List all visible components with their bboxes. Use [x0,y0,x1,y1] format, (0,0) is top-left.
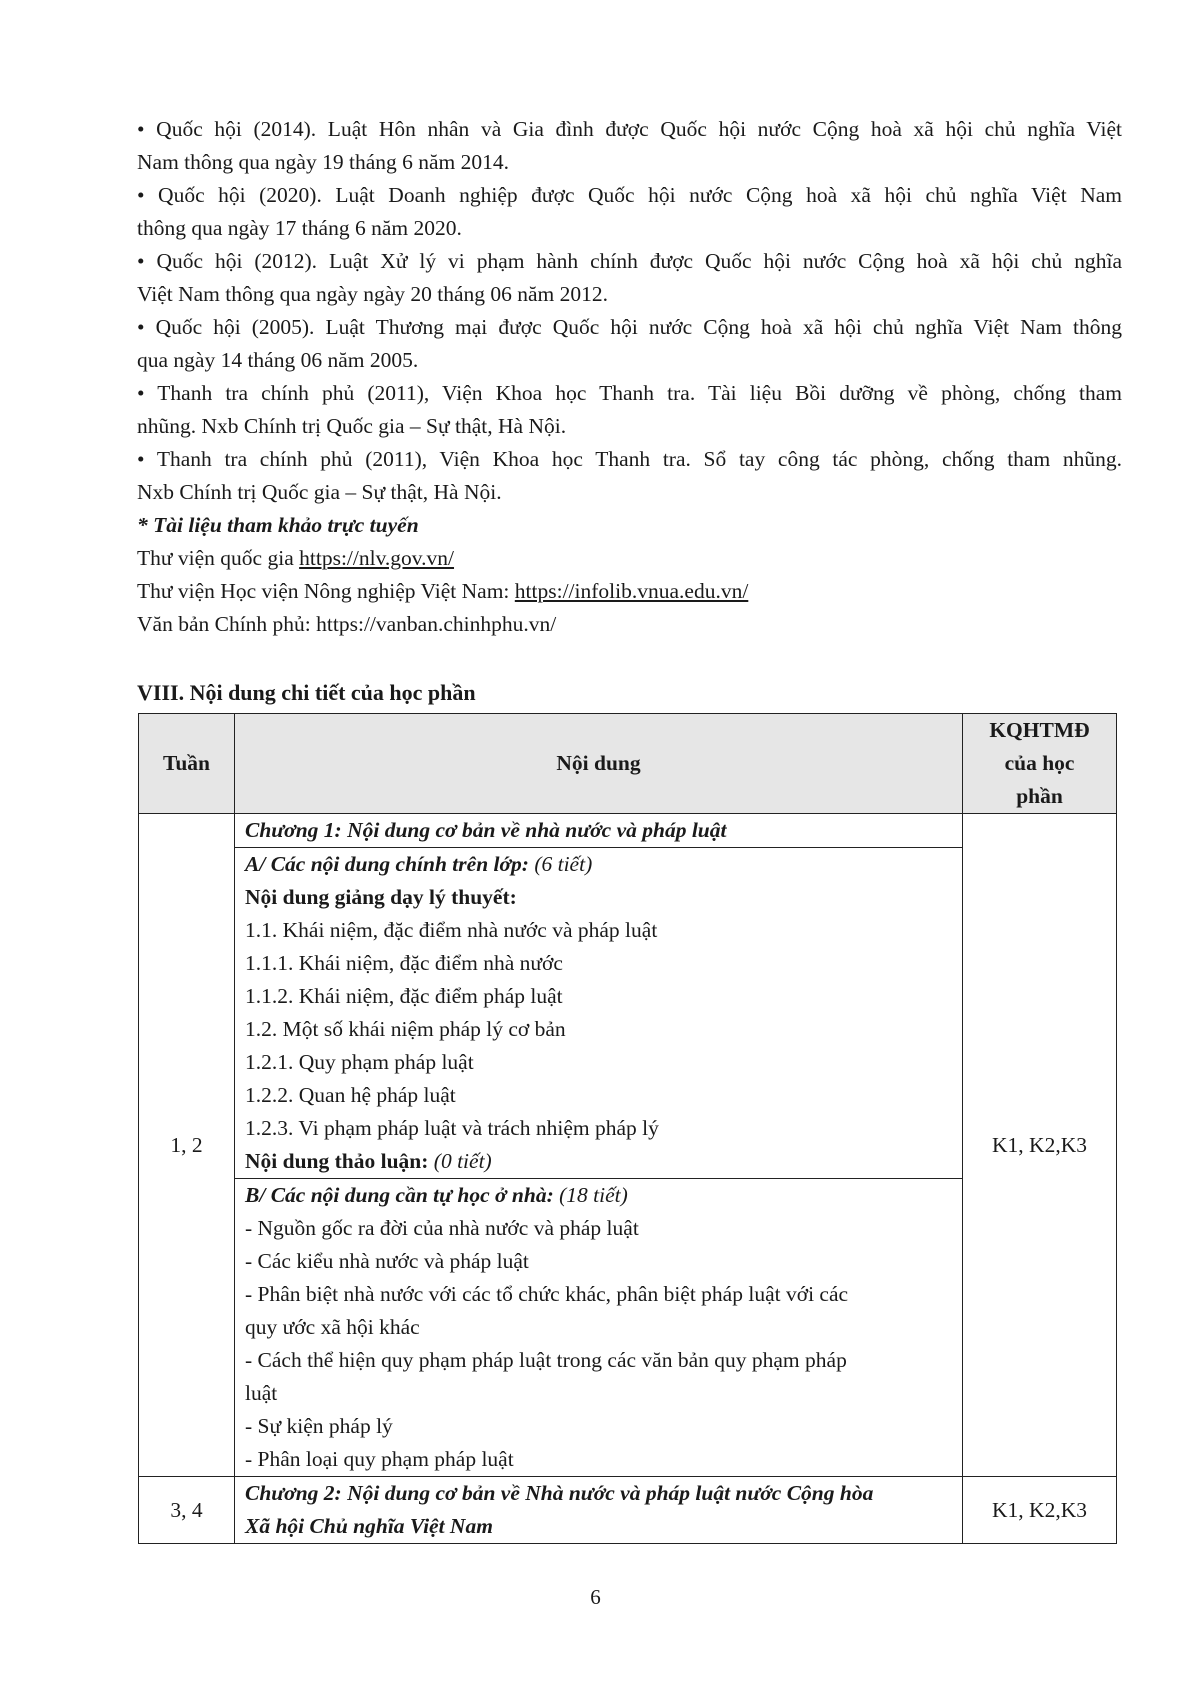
table-header-row [139,714,1117,814]
in-class-block [235,848,962,1179]
reference-line: • Quốc hội (2012). Luật Xử lý vi phạm hành chính được Quốc hội nước Cộng hoà xã hội chủ nghĩa [137,249,1122,273]
reference-line: qua ngày 14 tháng 06 năm 2005. [137,348,419,372]
table-row [139,814,1117,1477]
reference-line: • Quốc hội (2005). Luật Thương mại được Quốc hội nước Cộng hoà xã hội chủ nghĩa Việt Nam thông [137,315,1122,339]
header-outcome-line: KQHTMĐ [989,718,1090,742]
reference-line: • Quốc hội (2020). Luật Doanh nghiệp được Quốc hội nước Cộng hoà xã hội chủ nghĩa Việt Nam [137,183,1122,207]
reference-line: nhũng. Nxb Chính trị Quốc gia – Sự thật, Hà Nội. [137,414,567,438]
self-study-block [235,1179,962,1476]
reference-line: • Thanh tra chính phủ (2011), Viện Khoa học Thanh tra. Tài liệu Bồi dưỡng về phòng, chống tham [137,381,1122,405]
week-cell: 3, 4 [139,1477,235,1544]
chapter-title: Chương 1: Nội dung cơ bản về nhà nước và pháp luật [245,818,727,842]
in-class-hours: (6 tiết) [534,852,593,876]
theory-item: 1.1. Khái niệm, đặc điểm nhà nước và pháp luật [245,918,658,942]
reference-line: thông qua ngày 17 tháng 6 năm 2020. [137,216,462,240]
discussion-label: Nội dung thảo luận: [245,1149,434,1173]
header-week: Tuần [139,714,235,814]
self-study-item: - Phân biệt nhà nước với các tổ chức khác, phân biệt pháp luật với các [245,1282,849,1306]
content-cell [235,814,963,1477]
self-study-item: - Sự kiện pháp lý [245,1414,393,1438]
theory-item: 1.2.1. Quy phạm pháp luật [245,1050,474,1074]
section-title: VIII. Nội dung chi tiết của học phần [137,680,476,705]
online-reference [137,608,1122,641]
theory-item: 1.2. Một số khái niệm pháp lý cơ bản [245,1017,566,1041]
chapter-block [235,814,962,848]
reference-line: Việt Nam thông qua ngày ngày 20 tháng 06 năm 2012. [137,282,609,306]
content-cell [235,1477,963,1544]
theory-label: Nội dung giảng dạy lý thuyết: [245,885,517,909]
course-content-table [138,713,1117,1544]
self-study-item: - Cách thể hiện quy phạm pháp luật trong các văn bản quy phạm pháp [245,1348,847,1372]
reference-line: Nam thông qua ngày 19 tháng 6 năm 2014. [137,150,510,174]
week-cell: 1, 2 [139,814,235,1477]
chapter-title: Xã hội Chủ nghĩa Việt Nam [245,1514,493,1538]
outcome-cell: K1, K2,K3 [963,814,1117,1477]
chapter-title: Chương 2: Nội dung cơ bản về Nhà nước và pháp luật nước Cộng hòa [245,1481,874,1505]
online-reference-link[interactable]: https://nlv.gov.vn/ [299,546,455,570]
self-study-item: - Phân loại quy phạm pháp luật [245,1447,514,1471]
theory-item: 1.1.2. Khái niệm, đặc điểm pháp luật [245,984,563,1008]
self-study-hours: (18 tiết) [559,1183,628,1207]
self-study-item: - Nguồn gốc ra đời của nhà nước và pháp luật [245,1216,639,1240]
reference-line: • Thanh tra chính phủ (2011), Viện Khoa học Thanh tra. Sổ tay công tác phòng, chống tham nhũng. [137,447,1122,471]
reference-line: Nxb Chính trị Quốc gia – Sự thật, Hà Nội. [137,480,502,504]
online-reference [137,542,1122,575]
self-study-label: B/ Các nội dung cần tự học ở nhà: [245,1183,560,1207]
self-study-heading [245,1179,952,1212]
online-reference-link[interactable]: https://vanban.chinhphu.vn/ [316,612,557,636]
theory-item: 1.2.2. Quan hệ pháp luật [245,1083,456,1107]
online-reference [137,575,1122,608]
self-study-item: - Các kiểu nhà nước và pháp luật [245,1249,529,1273]
page-number: 6 [590,1585,601,1609]
theory-item: 1.1.1. Khái niệm, đặc điểm nhà nước [245,951,563,975]
discussion-hours: (0 tiết) [433,1149,492,1173]
in-class-label: A/ Các nội dung chính trên lớp: [245,852,535,876]
header-outcome-line: của học [1004,751,1075,775]
online-reference-label: Thư viện quốc gia [137,546,300,570]
self-study-item: luật [245,1381,278,1405]
reference-line: • Quốc hội (2014). Luật Hôn nhân và Gia đình được Quốc hội nước Cộng hoà xã hội chủ nghĩa Việt [137,117,1122,141]
table-row [139,1477,1117,1544]
header-content: Nội dung [235,714,963,814]
in-class-heading [245,848,952,881]
header-outcome [963,714,1117,814]
online-reference-label: Văn bản Chính phủ: [137,612,317,636]
discussion-heading [245,1145,952,1178]
references-section [137,113,1122,641]
outcome-cell: K1, K2,K3 [963,1477,1117,1544]
header-outcome-line: phần [1016,784,1063,808]
self-study-item: quy ước xã hội khác [245,1315,420,1339]
online-reference-label: Thư viện Học viện Nông nghiệp Việt Nam: [137,579,515,603]
theory-item: 1.2.3. Vi phạm pháp luật và trách nhiệm pháp lý [245,1116,659,1140]
online-references-heading: * Tài liệu tham khảo trực tuyến [137,513,419,537]
online-reference-link[interactable]: https://infolib.vnua.edu.vn/ [514,579,749,603]
